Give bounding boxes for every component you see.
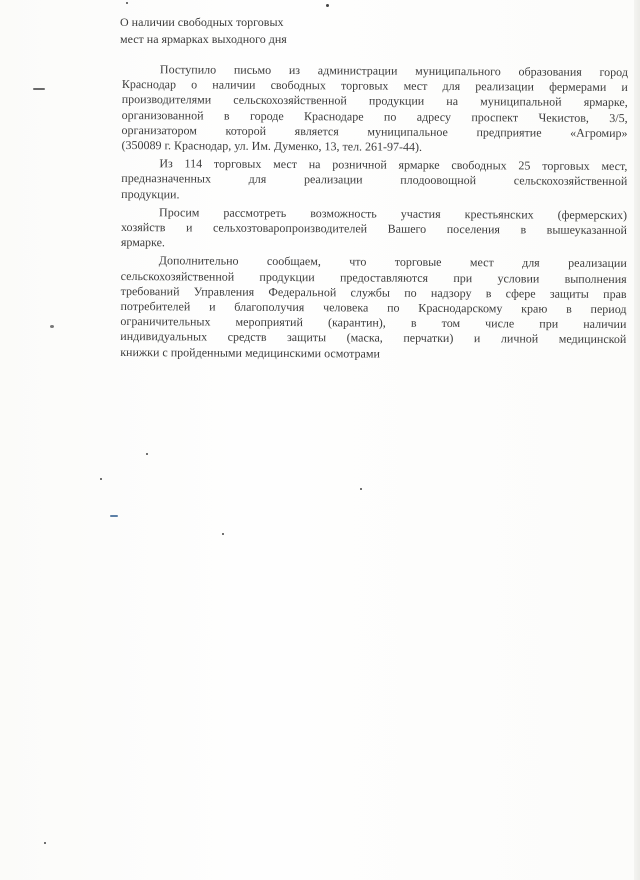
text-line: Из 114 торговых мест на розничной ярмарке свободных 25 торговых мест, xyxy=(159,156,628,174)
scan-speck xyxy=(146,453,148,455)
text-line: Просим рассмотреть возможность участия крестьянских (фермерских) xyxy=(159,205,628,222)
paragraph-4 xyxy=(120,253,627,363)
text-line: сельскохозяйственной продукции предоставляются при условии выполнения xyxy=(120,268,627,286)
text-line: Краснодар о наличии свободных торговых мест для реализации фермерами и xyxy=(121,77,628,95)
paragraph-1 xyxy=(121,62,628,156)
letter-subject xyxy=(120,14,380,48)
scan-speck xyxy=(50,325,54,328)
text-line: (350089 г. Краснодар, ул. Им. Думенко, 13, тел. 261-97-44). xyxy=(121,138,423,154)
text-line: организатором которой является муниципальное предприятие «Агромир» xyxy=(121,122,628,140)
scan-speck xyxy=(33,88,45,90)
scan-speck xyxy=(222,533,224,535)
paragraph-3 xyxy=(121,205,627,254)
text-line: ярмарке. xyxy=(120,235,165,250)
scan-speck xyxy=(126,2,128,4)
subject-line-1: О наличии свободных торговых xyxy=(120,15,284,29)
text-line: индивидуальных средств защиты (маска, перчатки) и личной медицинской xyxy=(120,329,627,347)
letter-body xyxy=(120,62,628,366)
scan-speck xyxy=(326,4,329,7)
text-line: ограничительных мероприятий (карантин), в том числе при наличии xyxy=(120,314,627,332)
scan-speck xyxy=(110,515,118,517)
text-line: продукции. xyxy=(121,186,180,201)
text-line: книжки с пройденными медицинскими осмотрами xyxy=(120,344,380,361)
scan-speck xyxy=(44,842,46,844)
page-edge xyxy=(634,0,640,880)
scan-speck xyxy=(360,488,362,490)
paragraph-2 xyxy=(121,156,627,205)
text-line: хозяйств и сельхозтоваропроизводителей Вашего поселения в вышеуказанной xyxy=(120,220,628,238)
text-line: Дополнительно сообщаем, что торговые мест для реализации xyxy=(158,253,627,271)
scan-speck xyxy=(100,478,102,480)
text-line: производителями сельскохозяйственной продукции на муниципальной ярмарке, xyxy=(121,92,628,110)
text-line: предназначенных для реализации плодоовощной сельскохозяйственной xyxy=(121,171,628,189)
text-line: требований Управления Федеральной службы по надзору в сфере защиты прав xyxy=(120,283,627,301)
subject-line-2: мест на ярмарках выходного дня xyxy=(120,32,287,46)
text-line: потребителей и благополучия человека по Краснодарскому краю в период xyxy=(120,299,627,317)
text-line: Поступило письмо из администрации муниципального образования город xyxy=(159,62,628,80)
text-line: организованной в городе Краснодаре по адресу проспект Чекистов, 3/5, xyxy=(121,107,628,125)
